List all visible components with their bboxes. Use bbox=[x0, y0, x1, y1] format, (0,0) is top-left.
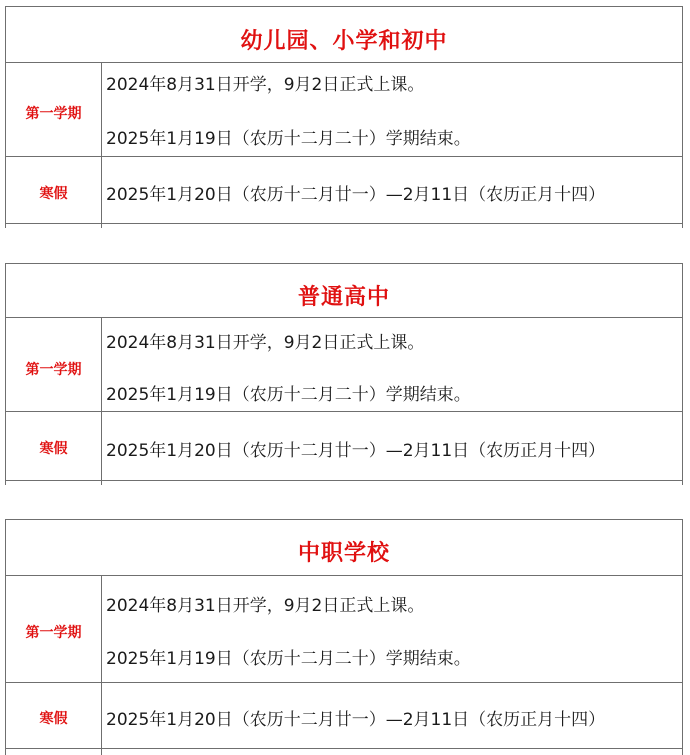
section-title: 中职学校 bbox=[297, 541, 390, 566]
divider bbox=[5, 62, 683, 63]
schedule-table-senior-high bbox=[5, 263, 683, 485]
divider bbox=[5, 682, 683, 683]
semester-end-text: 2025年1月19日（农历十二月二十）学期结束。 bbox=[106, 129, 471, 149]
semester-start-text: 2024年8月31日开学，9月2日正式上课。 bbox=[106, 596, 425, 616]
divider bbox=[5, 317, 683, 318]
semester-label: 第一学期 bbox=[25, 362, 82, 378]
semester-end-text: 2025年1月19日（农历十二月二十）学期结束。 bbox=[106, 385, 471, 405]
winter-break-label: 寒假 bbox=[39, 441, 68, 457]
schedule-table-kindergarten-primary-junior bbox=[5, 6, 683, 228]
winter-break-label: 寒假 bbox=[39, 711, 68, 727]
divider bbox=[5, 223, 683, 224]
divider bbox=[5, 575, 683, 576]
semester-start-text: 2024年8月31日开学，9月2日正式上课。 bbox=[106, 333, 425, 353]
section-title: 幼儿园、小学和初中 bbox=[240, 29, 448, 54]
winter-break-text: 2025年1月20日（农历十二月廿一）—2月11日（农历正月十四） bbox=[106, 710, 606, 730]
column-divider bbox=[101, 575, 102, 755]
divider bbox=[5, 480, 683, 481]
semester-label: 第一学期 bbox=[25, 625, 82, 641]
schedule-table-vocational bbox=[5, 519, 683, 755]
semester-label: 第一学期 bbox=[25, 106, 82, 122]
divider bbox=[5, 156, 683, 157]
column-divider bbox=[101, 62, 102, 228]
winter-break-label: 寒假 bbox=[39, 186, 68, 202]
section-title: 普通高中 bbox=[297, 285, 390, 310]
semester-end-text: 2025年1月19日（农历十二月二十）学期结束。 bbox=[106, 649, 471, 669]
divider bbox=[5, 748, 683, 749]
winter-break-text: 2025年1月20日（农历十二月廿一）—2月11日（农历正月十四） bbox=[106, 185, 606, 205]
semester-start-text: 2024年8月31日开学，9月2日正式上课。 bbox=[106, 75, 425, 95]
divider bbox=[5, 411, 683, 412]
winter-break-text: 2025年1月20日（农历十二月廿一）—2月11日（农历正月十四） bbox=[106, 441, 606, 461]
column-divider bbox=[101, 317, 102, 485]
